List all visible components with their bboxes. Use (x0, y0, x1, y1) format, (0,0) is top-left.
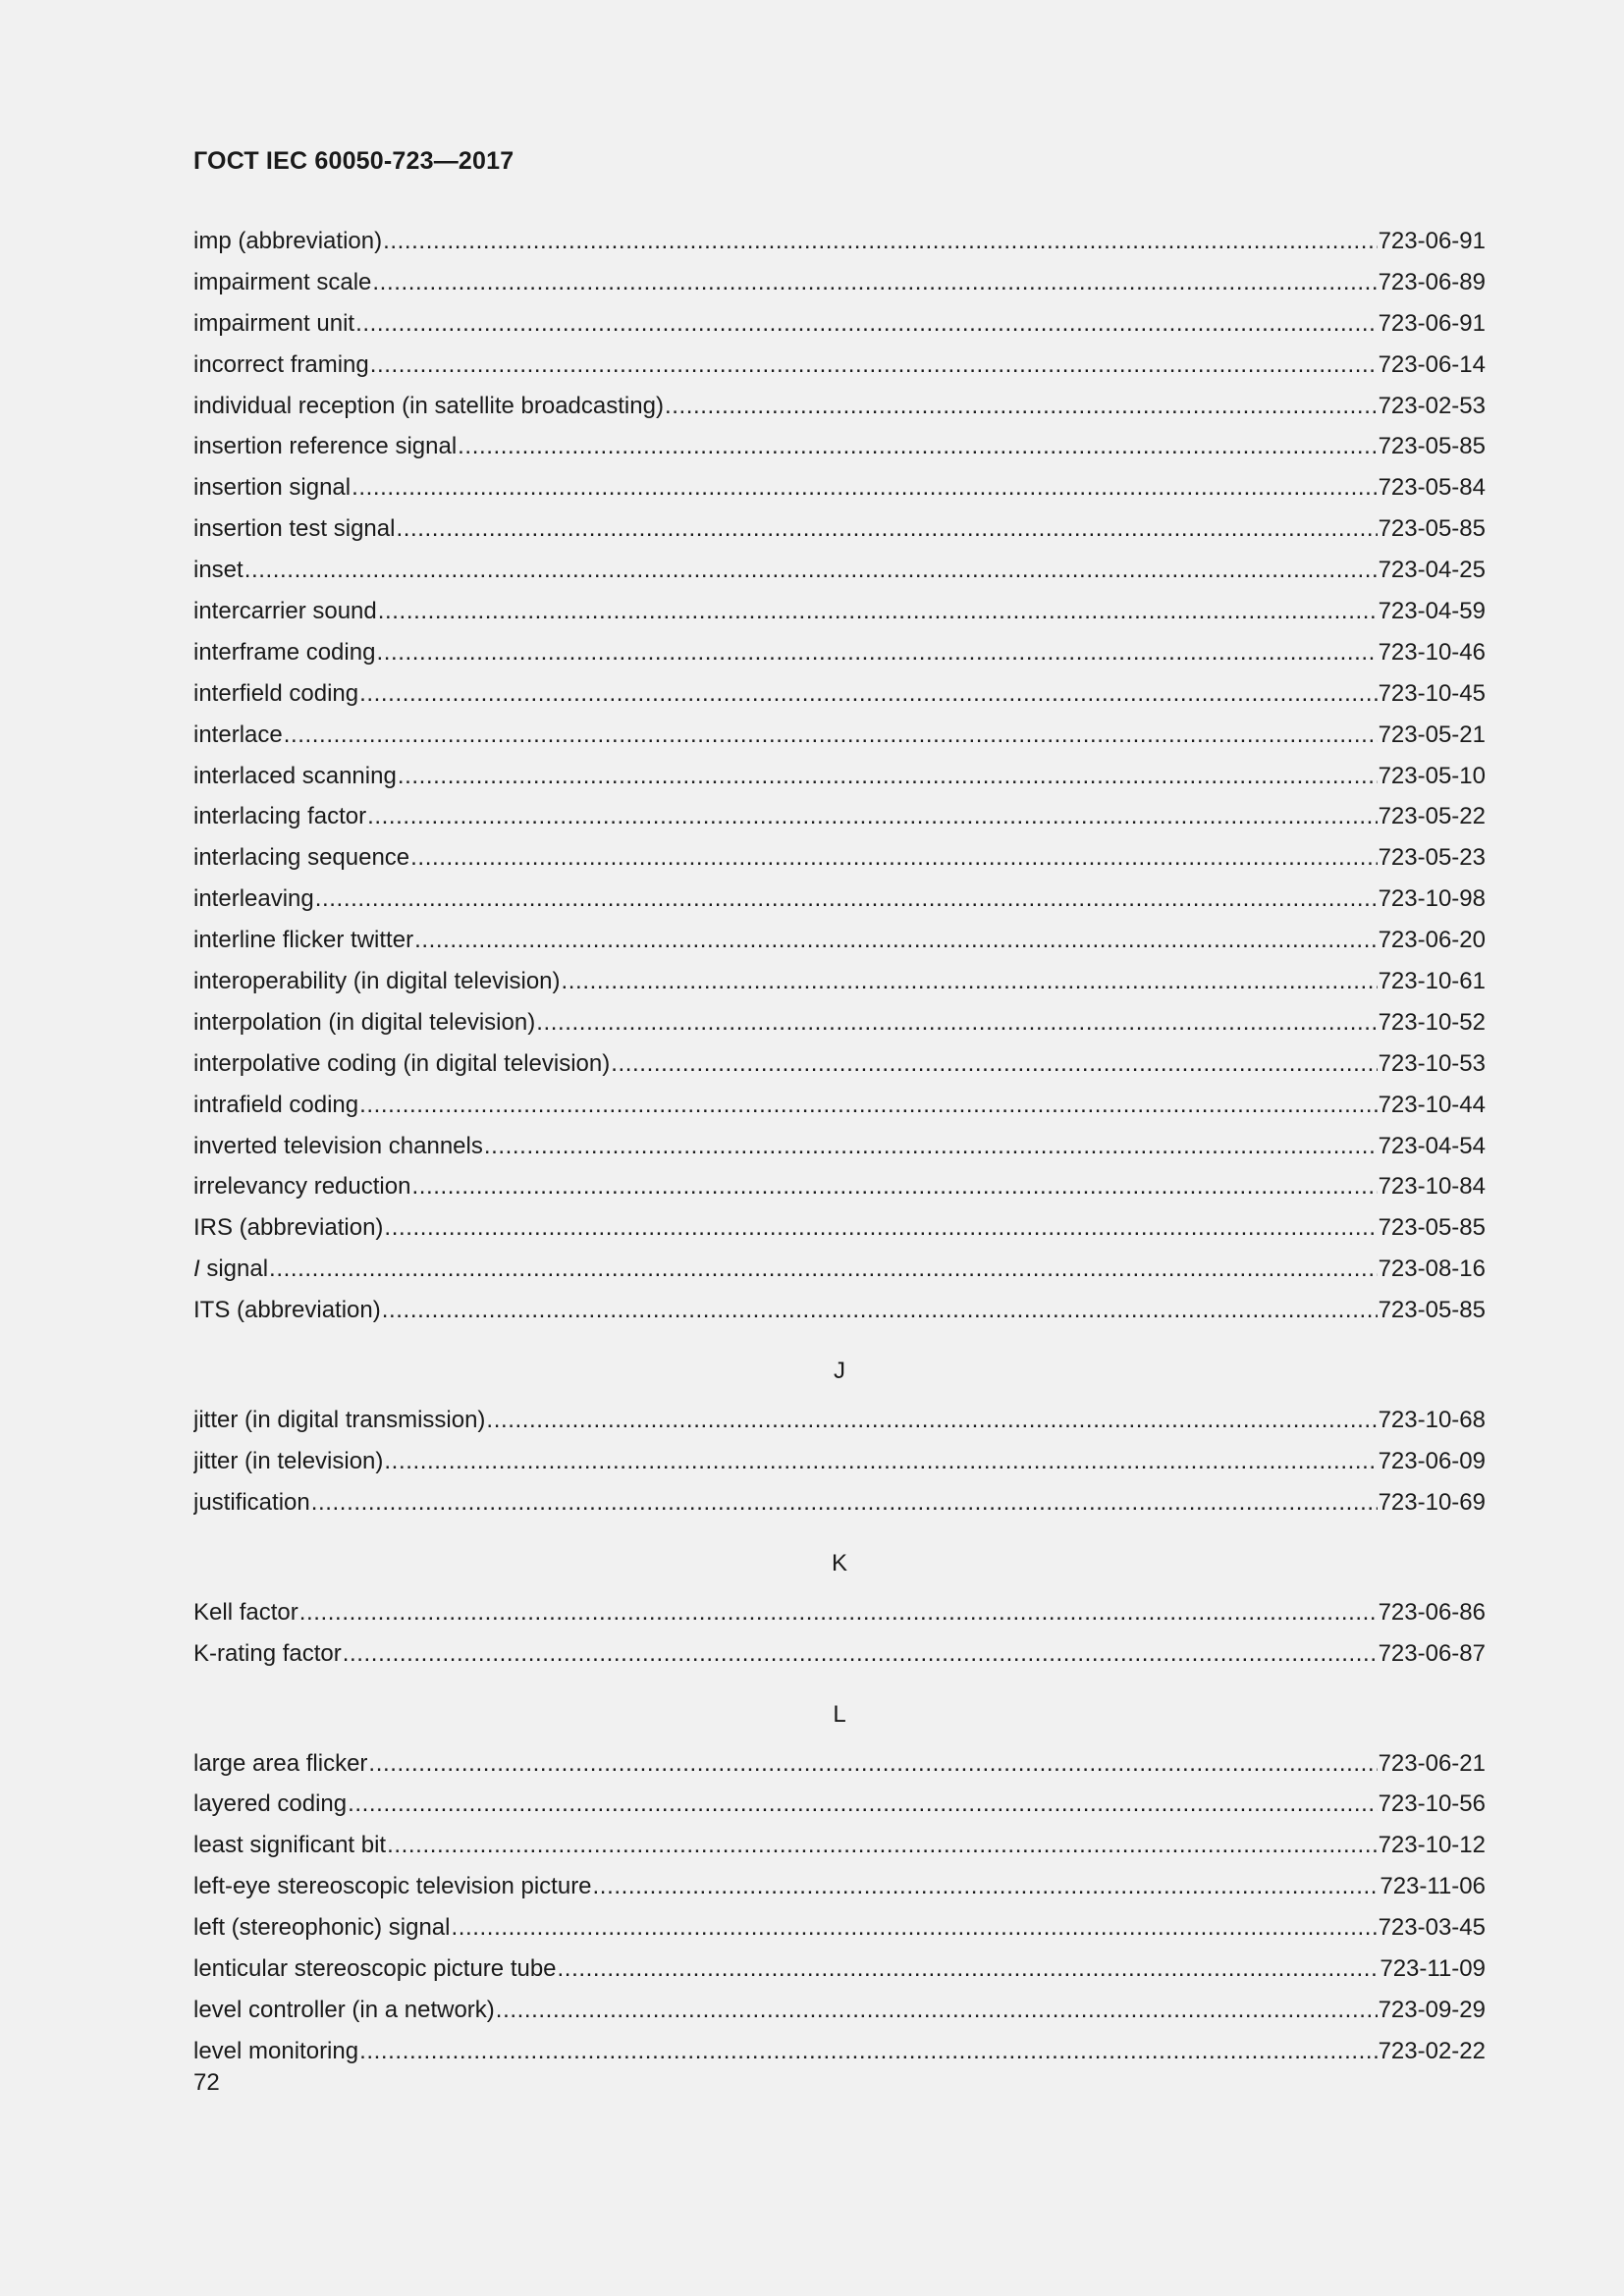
entry-term: individual reception (in satellite broadcasting) (193, 392, 664, 419)
entry-term: intrafield coding (193, 1091, 359, 1118)
dot-leader (383, 221, 1377, 262)
index-entry (193, 508, 1486, 550)
index-entry (193, 550, 1486, 591)
entry-reference: 723-10-45 (1378, 679, 1486, 707)
entry-reference: 723-10-46 (1378, 638, 1486, 666)
entry-term: impairment scale (193, 268, 372, 295)
dot-leader (352, 467, 1377, 508)
entry-reference: 723-10-56 (1378, 1790, 1486, 1818)
entry-reference: 723-05-10 (1378, 762, 1486, 789)
index-entry (193, 303, 1486, 345)
entry-reference: 723-04-54 (1378, 1132, 1486, 1159)
page-number: 72 (193, 2069, 220, 2096)
entry-term: level monitoring (193, 2037, 359, 2064)
index-entry (193, 1043, 1486, 1085)
entry-term: incorrect framing (193, 350, 369, 378)
entry-term: impairment unit (193, 309, 355, 337)
entry-reference: 723-03-45 (1378, 1914, 1486, 1942)
entry-reference: 723-06-86 (1378, 1598, 1486, 1626)
entry-reference: 723-05-85 (1378, 433, 1486, 460)
entry-term: irrelevancy reduction (193, 1173, 411, 1201)
index-entry (193, 1166, 1486, 1207)
index-entry (193, 1482, 1486, 1523)
entry-term: interleaving (193, 885, 314, 913)
entry-term: layered coding (193, 1790, 348, 1818)
entry-reference: 723-08-16 (1378, 1255, 1486, 1283)
entry-term: least significant bit (193, 1832, 387, 1859)
document-header: ГОСТ IEC 60050-723—2017 (193, 147, 514, 175)
index-entry (193, 756, 1486, 797)
dot-leader (372, 262, 1377, 303)
term-index (193, 221, 1486, 2072)
dot-leader (359, 1085, 1377, 1126)
index-entry (193, 1249, 1486, 1290)
index-entry (193, 467, 1486, 508)
dot-leader (451, 1907, 1377, 1949)
index-entry (193, 1085, 1486, 1126)
entry-term: IRS (abbreviation) (193, 1214, 384, 1242)
dot-leader (558, 1949, 1380, 1990)
entry-reference: 723-10-68 (1378, 1407, 1486, 1434)
index-entry (193, 632, 1486, 673)
section-letter-k: K (831, 1549, 847, 1576)
dot-leader (562, 961, 1378, 1002)
dot-leader (376, 632, 1377, 673)
index-entry (193, 1907, 1486, 1949)
dot-leader (359, 673, 1377, 715)
dot-leader (665, 386, 1378, 427)
dot-leader (611, 1043, 1377, 1085)
index-entry (193, 1126, 1486, 1167)
section-letter-j: J (834, 1358, 845, 1385)
entry-term: left-eye stereoscopic television picture (193, 1873, 592, 1900)
dot-leader (486, 1400, 1377, 1441)
index-entry (193, 1866, 1486, 1907)
dot-leader (368, 1743, 1377, 1785)
entry-term: insertion signal (193, 474, 352, 502)
entry-reference: 723-06-09 (1378, 1447, 1486, 1474)
entry-reference: 723-06-91 (1378, 228, 1486, 254)
entry-term: insertion reference signal (193, 433, 458, 460)
dot-leader (348, 1784, 1377, 1825)
entry-reference: 723-05-22 (1378, 803, 1486, 830)
index-entry (193, 1207, 1486, 1249)
entry-term: interoperability (in digital television) (193, 968, 561, 995)
index-entry (193, 1592, 1486, 1633)
entry-reference: 723-11-06 (1380, 1873, 1486, 1900)
entry-reference: 723-10-53 (1378, 1049, 1486, 1077)
entry-reference: 723-06-91 (1378, 309, 1486, 337)
entry-reference: 723-10-12 (1378, 1832, 1486, 1859)
index-entry (193, 1990, 1486, 2031)
entry-reference: 723-05-85 (1378, 1214, 1486, 1242)
entry-reference: 723-11-09 (1380, 1954, 1486, 1982)
entry-term-text: signal (199, 1255, 269, 1283)
dot-leader (536, 1002, 1377, 1043)
entry-reference: 723-10-69 (1378, 1488, 1486, 1516)
entry-term: inverted television channels (193, 1132, 483, 1159)
index-entry (193, 920, 1486, 961)
index-entry (193, 1400, 1486, 1441)
entry-reference: 723-02-53 (1378, 392, 1486, 419)
dot-leader (299, 1592, 1378, 1633)
entry-term: interframe coding (193, 638, 376, 666)
dot-leader (384, 1441, 1377, 1482)
entry-term: justification (193, 1488, 310, 1516)
entry-term-italic: I (193, 1255, 200, 1283)
index-entry (193, 1290, 1486, 1331)
dot-leader (384, 1207, 1377, 1249)
entry-reference: 723-05-85 (1378, 1297, 1486, 1324)
dot-leader (315, 879, 1378, 920)
index-entry (193, 796, 1486, 837)
index-entry (193, 262, 1486, 303)
entry-reference: 723-09-29 (1378, 1996, 1486, 2023)
entry-term: Kell factor (193, 1598, 298, 1626)
entry-term: interlacing sequence (193, 844, 410, 872)
entry-reference: 723-06-87 (1378, 1639, 1486, 1667)
dot-leader (411, 1166, 1377, 1207)
dot-leader (355, 303, 1378, 345)
dot-leader (311, 1482, 1378, 1523)
entry-reference: 723-10-61 (1378, 968, 1486, 995)
dot-leader (398, 756, 1378, 797)
entry-term: interlaced scanning (193, 762, 397, 789)
dot-leader (496, 1990, 1378, 2031)
dot-leader (378, 591, 1378, 632)
dot-leader (484, 1126, 1378, 1167)
index-entry (193, 1441, 1486, 1482)
dot-leader (387, 1825, 1377, 1866)
entry-term: interfield coding (193, 679, 359, 707)
entry-reference: 723-05-85 (1378, 515, 1486, 543)
index-entry (193, 2031, 1486, 2072)
section-letter-l: L (833, 1700, 846, 1728)
index-entry (193, 1743, 1486, 1785)
entry-term: inset (193, 557, 244, 584)
entry-term: insertion test signal (193, 515, 396, 543)
entry-term: jitter (in television) (193, 1447, 384, 1474)
entry-term: interline flicker twitter (193, 927, 414, 954)
entry-term: left (stereophonic) signal (193, 1914, 451, 1942)
dot-leader (367, 796, 1377, 837)
entry-term: ITS (abbreviation) (193, 1297, 381, 1324)
entry-term: interpolative coding (in digital television) (193, 1049, 611, 1077)
entry-reference: 723-06-14 (1378, 350, 1486, 378)
entry-reference: 723-02-22 (1378, 2037, 1486, 2064)
entry-term: interlace (193, 721, 283, 748)
entry-term: interpolation (in digital television) (193, 1008, 536, 1036)
dot-leader (382, 1290, 1378, 1331)
entry-term: interlacing factor (193, 803, 367, 830)
index-entry (193, 1825, 1486, 1866)
dot-leader (284, 715, 1378, 756)
entry-reference: 723-10-84 (1378, 1173, 1486, 1201)
index-entry (193, 426, 1486, 467)
entry-reference: 723-05-21 (1378, 721, 1486, 748)
entry-reference: 723-10-98 (1378, 885, 1486, 913)
index-entry (193, 1949, 1486, 1990)
entry-reference: 723-06-89 (1378, 268, 1486, 295)
index-entry (193, 879, 1486, 920)
index-entry (193, 1002, 1486, 1043)
dot-leader (458, 426, 1377, 467)
index-entry (193, 715, 1486, 756)
dot-leader (359, 2031, 1377, 2072)
dot-leader (244, 550, 1378, 591)
entry-term: K-rating factor (193, 1639, 342, 1667)
entry-reference: 723-06-21 (1378, 1749, 1486, 1777)
entry-term: level controller (in a network) (193, 1996, 495, 2023)
index-entry (193, 221, 1486, 262)
dot-leader (414, 920, 1378, 961)
entry-reference: 723-05-84 (1378, 474, 1486, 502)
entry-term: imp (abbreviation) (193, 228, 383, 254)
entry-reference: 723-04-59 (1378, 598, 1486, 625)
index-entry (193, 591, 1486, 632)
entry-term: intercarrier sound (193, 598, 377, 625)
entry-reference: 723-05-23 (1378, 844, 1486, 872)
index-entry (193, 673, 1486, 715)
dot-leader (396, 508, 1377, 550)
index-entry (193, 837, 1486, 879)
dot-leader (343, 1633, 1378, 1675)
dot-leader (269, 1249, 1378, 1290)
index-entry (193, 1633, 1486, 1675)
entry-reference: 723-10-52 (1378, 1008, 1486, 1036)
entry-reference: 723-04-25 (1378, 557, 1486, 584)
entry-term (193, 1249, 268, 1290)
entry-term: large area flicker (193, 1749, 368, 1777)
entry-reference: 723-10-44 (1378, 1091, 1486, 1118)
entry-reference: 723-06-20 (1378, 927, 1486, 954)
index-entry (193, 345, 1486, 386)
entry-term: jitter (in digital transmission) (193, 1407, 486, 1434)
dot-leader (370, 345, 1378, 386)
dot-leader (410, 837, 1377, 879)
entry-term: lenticular stereoscopic picture tube (193, 1954, 557, 1982)
index-entry (193, 961, 1486, 1002)
index-entry (193, 386, 1486, 427)
index-entry (193, 1784, 1486, 1825)
dot-leader (593, 1866, 1380, 1907)
